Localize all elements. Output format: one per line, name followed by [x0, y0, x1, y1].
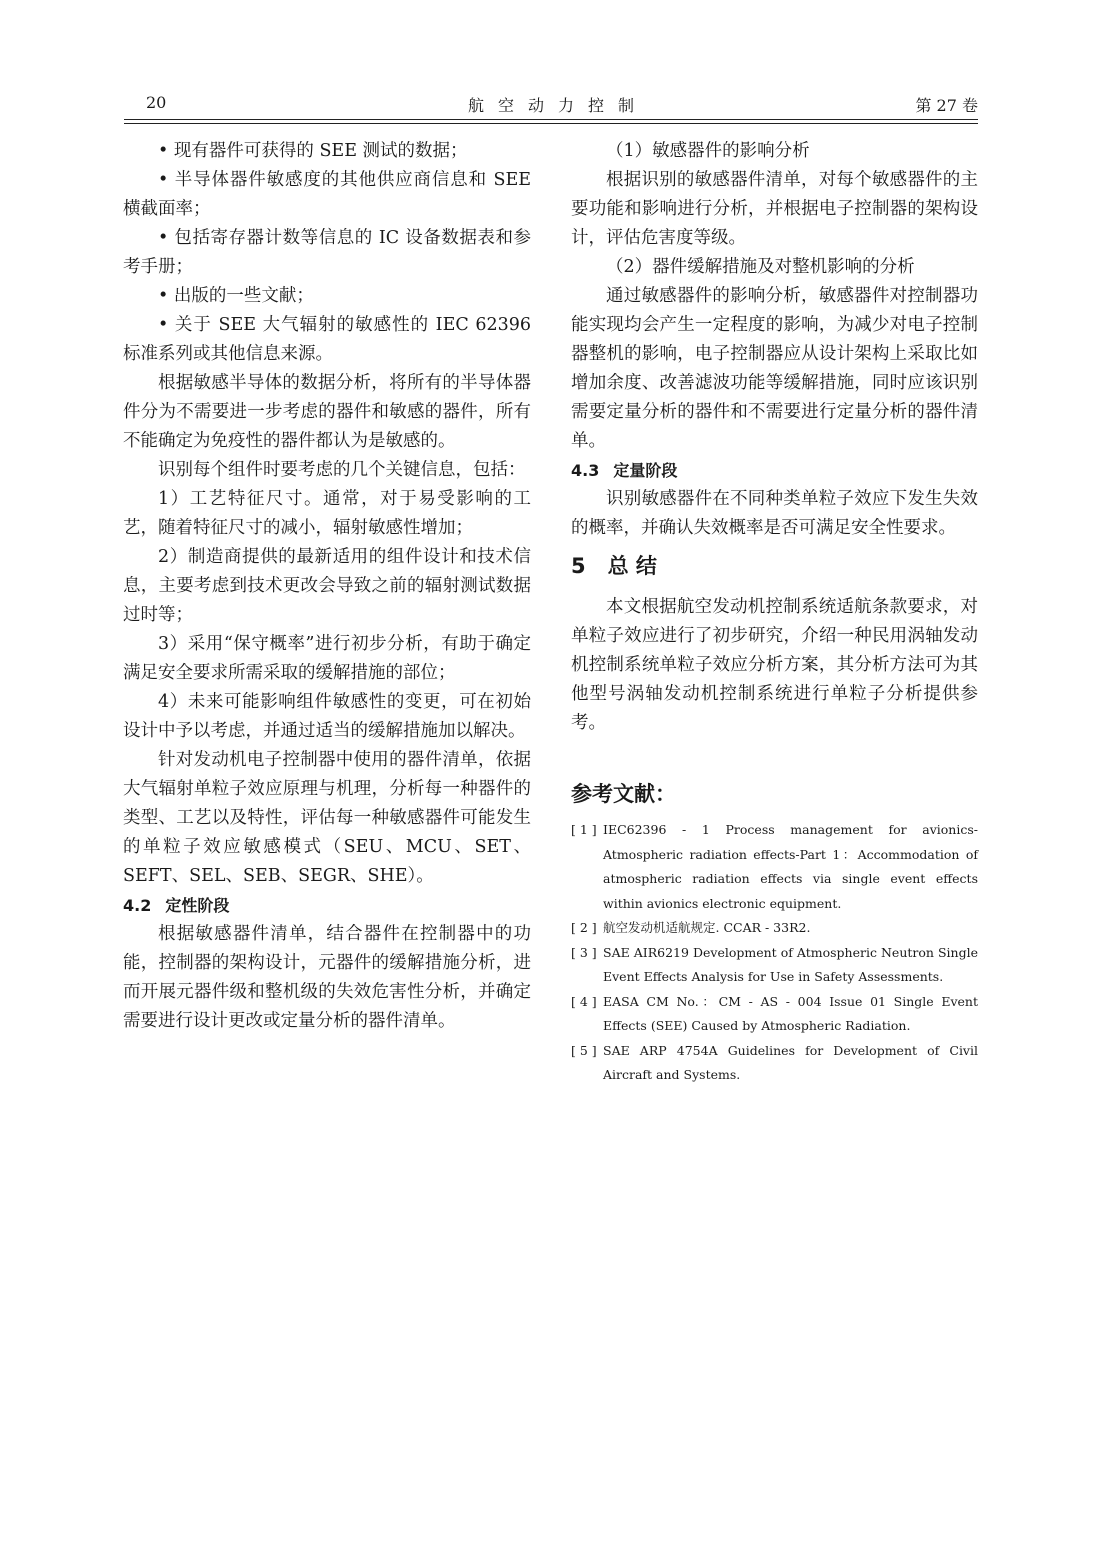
paragraph: 识别每个组件时要考虑的几个关键信息，包括：: [158, 460, 526, 480]
section-number: 4.3: [571, 461, 600, 480]
reference-list: [571, 818, 978, 1088]
paragraph: 针对发动机电子控制器中使用的器件清单，依据大气辐射单粒子效应原理与机理，分析每一种器件的类型、工艺以及特性，评估每一种敏感器件可能发生的单粒子效应敏感模式（SEU、MCU、SET、SEFT、SEL、SEB、SEGR、SHE）。: [123, 750, 531, 886]
bullet-item: • 现有器件可获得的 SEE 测试的数据；: [158, 141, 468, 161]
reference-item: [571, 916, 978, 941]
subsection-title: （2）器件缓解措施及对整机影响的分析: [606, 257, 915, 277]
reference-item: [571, 941, 978, 990]
numbered-item: 1）工艺特征尺寸。通常，对于易受影响的工艺，随着特征尺寸的减小，辐射敏感性增加；: [123, 489, 531, 538]
reference-item: [571, 818, 978, 916]
paragraph: 根据识别的敏感器件清单，对每个敏感器件的主要功能和影响进行分析，并根据电子控制器的架构设计，评估危害度等级。: [571, 170, 978, 248]
references-heading: 参考文献：: [571, 782, 676, 806]
reference-number: [ 2 ]: [571, 920, 597, 935]
paragraph: 根据敏感半导体的数据分析，将所有的半导体器件分为不需要进一步考虑的器件和敏感的器件，所有不能确定为免疫性的器件都认为是敏感的。: [123, 373, 531, 451]
header-rule-thick: [124, 119, 978, 120]
bullet-item: • 包括寄存器计数等信息的 IC 设备数据表和参考手册；: [123, 228, 531, 277]
page-number: 20: [146, 93, 167, 112]
paragraph: 根据敏感器件清单，结合器件在控制器中的功能，控制器的架构设计，元器件的缓解措施分析，进而开展元器件级和整机级的失效危害性分析，并确定需要进行设计更改或定量分析的器件清单。: [123, 924, 531, 1031]
left-column: [123, 137, 531, 1036]
section-heading-4-3: [571, 456, 978, 485]
section-heading-5: [571, 552, 978, 580]
subsection-title: （1）敏感器件的影响分析: [606, 141, 810, 161]
reference-text: SAE AIR6219 Development of Atmospheric Neutron Single Event Effects Analysis for Use in Safety Assessments.: [603, 944, 978, 984]
section-heading-4-2: [123, 891, 531, 920]
reference-item: [571, 990, 978, 1039]
paragraph: 通过敏感器件的影响分析，敏感器件对控制器功能实现均会产生一定程度的影响，为减少对电子控制器整机的影响，电子控制器应从设计架构上采取比如增加余度、改善滤波功能等缓解措施，同时应该识别需要定量分析的器件和不需要进行定量分析的器件清单。: [571, 286, 978, 451]
section-number: 5: [571, 554, 586, 578]
section-title: 定量阶段: [613, 461, 678, 480]
section-title: 定性阶段: [165, 896, 230, 915]
journal-title: 航空动力控制: [467, 96, 648, 115]
numbered-item: 4）未来可能影响组件敏感性的变更，可在初始设计中予以考虑，并通过适当的缓解措施加以解决。: [123, 692, 531, 741]
reference-number: [ 1 ]: [571, 822, 597, 837]
bullet-item: • 出版的一些文献；: [158, 286, 314, 306]
numbered-item: 3）采用“保守概率”进行初步分析，有助于确定满足安全要求所需采取的缓解措施的部位；: [123, 634, 531, 683]
reference-text: IEC62396 - 1 Process management for avionics-Atmospheric radiation effects-Part 1：Accommodation of atmospheric radiation effects via single event effects within avionics electronic equipment.: [603, 822, 978, 911]
reference-item: [571, 1039, 978, 1088]
reference-text: 航空发动机适航规定. CCAR - 33R2.: [603, 920, 811, 935]
section-number: 4.2: [123, 896, 152, 915]
volume-label: 第 27 卷: [915, 96, 978, 115]
reference-text: SAE ARP 4754A Guidelines for Development of Civil Aircraft and Systems.: [603, 1042, 978, 1082]
bullet-item: • 关于 SEE 大气辐射的敏感性的 IEC 62396 标准系列或其他信息来源。: [123, 315, 531, 364]
right-column: [571, 137, 978, 1088]
reference-number: [ 4 ]: [571, 993, 597, 1009]
reference-number: [ 3 ]: [571, 944, 597, 960]
numbered-item: 2）制造商提供的最新适用的组件设计和技术信息，主要考虑到技术更改会导致之前的辐射测试数据过时等；: [123, 547, 531, 625]
reference-text: EASA CM No.：CM - AS - 004 Issue 01 Single Event Effects (SEE) Caused by Atmospheric Radiation.: [603, 993, 978, 1033]
paragraph: 识别敏感器件在不同种类单粒子效应下发生失效的概率，并确认失效概率是否可满足安全性要求。: [571, 489, 978, 538]
header-rule-thin: [124, 123, 978, 124]
running-header: [124, 93, 978, 117]
paragraph: 本文根据航空发动机控制系统适航条款要求，对单粒子效应进行了初步研究，介绍一种民用涡轴发动机控制系统单粒子效应分析方案，其分析方法可为其他型号涡轴发动机控制系统进行单粒子分析提供参考。: [571, 597, 978, 733]
bullet-item: • 半导体器件敏感度的其他供应商信息和 SEE 横截面率；: [123, 170, 531, 219]
reference-number: [ 5 ]: [571, 1042, 597, 1058]
section-title: 总 结: [607, 554, 657, 578]
